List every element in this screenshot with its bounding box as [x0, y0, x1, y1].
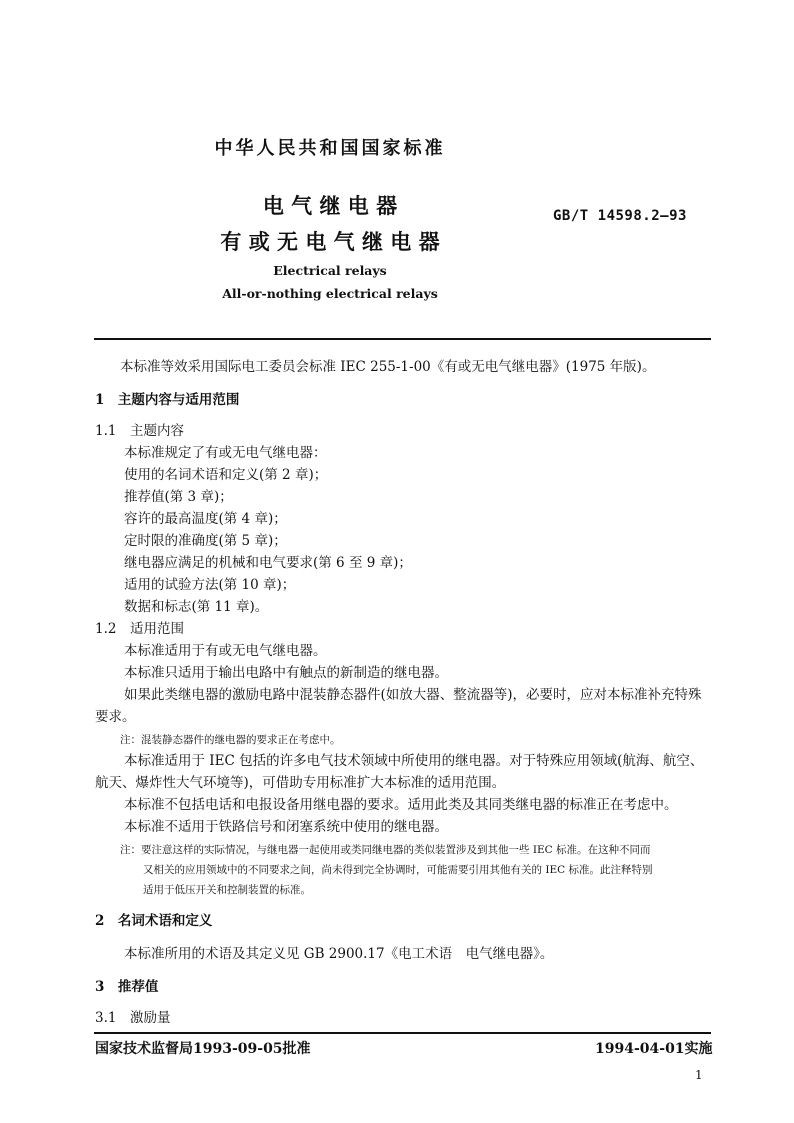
note: 又相关的应用领域中的不同要求之间，尚未得到完全协调时，可能需要引用其他有关的 IEC 标准。此注释特别	[143, 864, 653, 876]
paragraph: 本标准适用于 IEC 包括的许多电气技术领域中所使用的继电器。对于特殊应用领域(航海、航空、	[124, 753, 704, 769]
national-standard-label: 中华人民共和国国家标准	[214, 138, 446, 159]
section-1-2-heading: 1.2 适用范围	[95, 621, 184, 637]
document-subtitle: 有 或 无 电 气 继 电 器	[220, 229, 440, 254]
paragraph: 本标准不适用于铁路信号和闭塞系统中使用的继电器。	[124, 819, 448, 835]
english-title: Electrical relays	[273, 263, 387, 278]
english-subtitle: All-or-nothing electrical relays	[222, 286, 438, 301]
note: 注：要注意这样的实际情况，与继电器一起使用或类同继电器的类似装置涉及到其他一些 IEC 标准。在这种不同而	[120, 844, 651, 856]
paragraph: 本标准只适用于输出电路中有触点的新制造的继电器。	[124, 665, 448, 681]
section-1-heading: 1 主题内容与适用范围	[95, 392, 240, 408]
document-title: 电 气 继 电 器	[262, 193, 398, 218]
list-item: 定时限的准确度(第 5 章)；	[124, 533, 287, 549]
section-3-1-heading: 3.1 激励量	[95, 1010, 171, 1026]
list-item: 使用的名词术语和定义(第 2 章)；	[124, 467, 328, 483]
section-3-heading: 3 推荐值	[95, 979, 159, 995]
footer-divider	[94, 1032, 711, 1034]
list-item: 继电器应满足的机械和电气要求(第 6 至 9 章)；	[124, 555, 412, 571]
paragraph: 本标准所用的术语及其定义见 GB 2900.17《电工术语 电气继电器》。	[124, 946, 554, 962]
list-item: 本标准规定了有或无电气继电器：	[124, 445, 327, 461]
note: 注：混装静态器件的继电器的要求正在考虑中。	[120, 734, 341, 746]
intro-paragraph: 本标准等效采用国际电工委员会标准 IEC 255-1-00《有或无电气继电器》(1975 年版)。	[120, 359, 656, 375]
list-item: 数据和标志(第 11 章)。	[124, 599, 269, 615]
list-item: 适用的试验方法(第 10 章)；	[124, 577, 296, 593]
page-number: 1	[695, 1068, 703, 1082]
note: 适用于低压开关和控制装置的标准。	[143, 884, 311, 896]
paragraph: 本标准不包括电话和电报设备用继电器的要求。适用此类及其同类继电器的标准正在考虑中。	[124, 797, 678, 813]
list-item: 容许的最高温度(第 4 章)；	[124, 511, 287, 527]
paragraph: 本标准适用于有或无电气继电器。	[124, 643, 327, 659]
list-item: 推荐值(第 3 章)；	[124, 489, 233, 505]
paragraph: 如果此类继电器的激励电路中混装静态器件(如放大器、整流器等)，必要时，应对本标准补充特殊	[124, 687, 702, 703]
paragraph-continuation: 要求。	[95, 709, 136, 725]
section-1-1-heading: 1.1 主题内容	[95, 423, 184, 439]
approval-info: 国家技术监督局1993-09-05批准	[95, 1041, 311, 1057]
standard-number: GB/T 14598.2—93	[553, 208, 687, 224]
header-divider	[94, 338, 711, 340]
effective-date: 1994-04-01实施	[595, 1041, 713, 1057]
paragraph-continuation: 航天、爆炸性大气环境等)，可借助专用标准扩大本标准的适用范围。	[95, 775, 506, 791]
section-2-heading: 2 名词术语和定义	[95, 913, 213, 929]
